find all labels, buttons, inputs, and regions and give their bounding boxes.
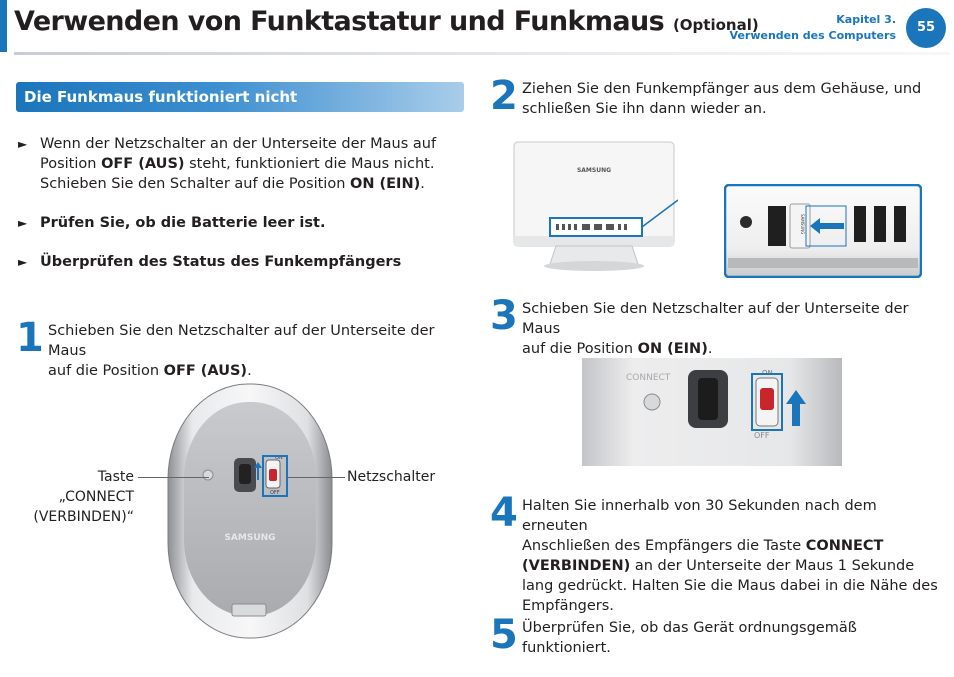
header-rule [14,52,950,55]
step-number-5: 5 [490,612,518,658]
dongle-brand: SAMSUNG [800,214,805,235]
mouse-figure [160,380,340,642]
arrow-right-bullet-icon: ► [18,137,28,151]
mouse-brand: SAMSUNG [224,533,276,543]
section-heading: Die Funkmaus funktioniert nicht [16,82,464,112]
chapter-subtitle: Verwenden des Computers [729,29,896,42]
all-in-one-pc-figure [512,140,678,274]
port-zoom-figure [724,184,922,278]
step-number-4: 4 [490,490,518,536]
power-switch-closeup-figure [582,358,842,466]
bullet-item-3: ► Überprüfen des Status des Funkempfängers [18,254,402,270]
chapter-number: Kapitel 3. [836,13,896,26]
header-accent-bar [0,0,7,52]
switch-on-label: ON [762,369,773,377]
arrow-right-bullet-icon: ► [18,255,28,269]
power-leader-line [287,477,345,478]
step-text-1: Schieben Sie den Netzschalter auf der Unterseite der Maus auf die Position OFF (AUS). [48,323,435,379]
chapter-label [730,12,896,44]
bullet-item-1: ► Wenn der Netzschalter an der Unterseite der Maus auf Position OFF (AUS) steht, funktioniert die Maus nicht. Schieben Sie den Schalter auf die Position ON (EIN). [18,136,437,192]
connect-button-caption: Taste „CONNECT (VERBINDEN)“ [33,469,134,525]
step-number-3: 3 [490,293,518,339]
page-title: Verwenden von Funktastatur und Funkmaus (Optional) [14,6,759,37]
step-text-5: Überprüfen Sie, ob das Gerät ordnungsgemäß funktioniert. [522,620,857,656]
arrow-right-bullet-icon: ► [18,216,28,230]
connect-label: CONNECT [626,373,671,383]
page-number-badge: 55 [906,8,946,48]
step-text-3: Schieben Sie den Netzschalter auf der Unterseite der Maus auf die Position ON (EIN). [522,301,909,357]
step-number-1: 1 [16,315,44,361]
mouse-switch-off-label: OFF [270,490,280,496]
title-suffix: (Optional) [672,16,759,34]
pc-brand: SAMSUNG [576,167,612,174]
power-switch-caption: Netzschalter [347,469,436,485]
step-number-2: 2 [490,73,518,119]
switch-off-label: OFF [754,431,770,440]
connect-leader-line [138,477,209,478]
step-text-2: Ziehen Sie den Funkempfänger aus dem Gehäuse, und schließen Sie ihn dann wieder an. [522,81,922,117]
mouse-switch-on-label: ON [275,455,283,461]
step-text-4: Halten Sie innerhalb von 30 Sekunden nach dem erneuten Anschließen des Empfängers die Taste CONNECT (VERBINDEN) an der Unterseite der Maus 1 Sekunde lang gedrückt. Halten Sie die Maus dabei in die Nähe des Empfängers. [522,498,938,614]
bullet-item-2: ► Prüfen Sie, ob die Batterie leer ist. [18,215,326,231]
